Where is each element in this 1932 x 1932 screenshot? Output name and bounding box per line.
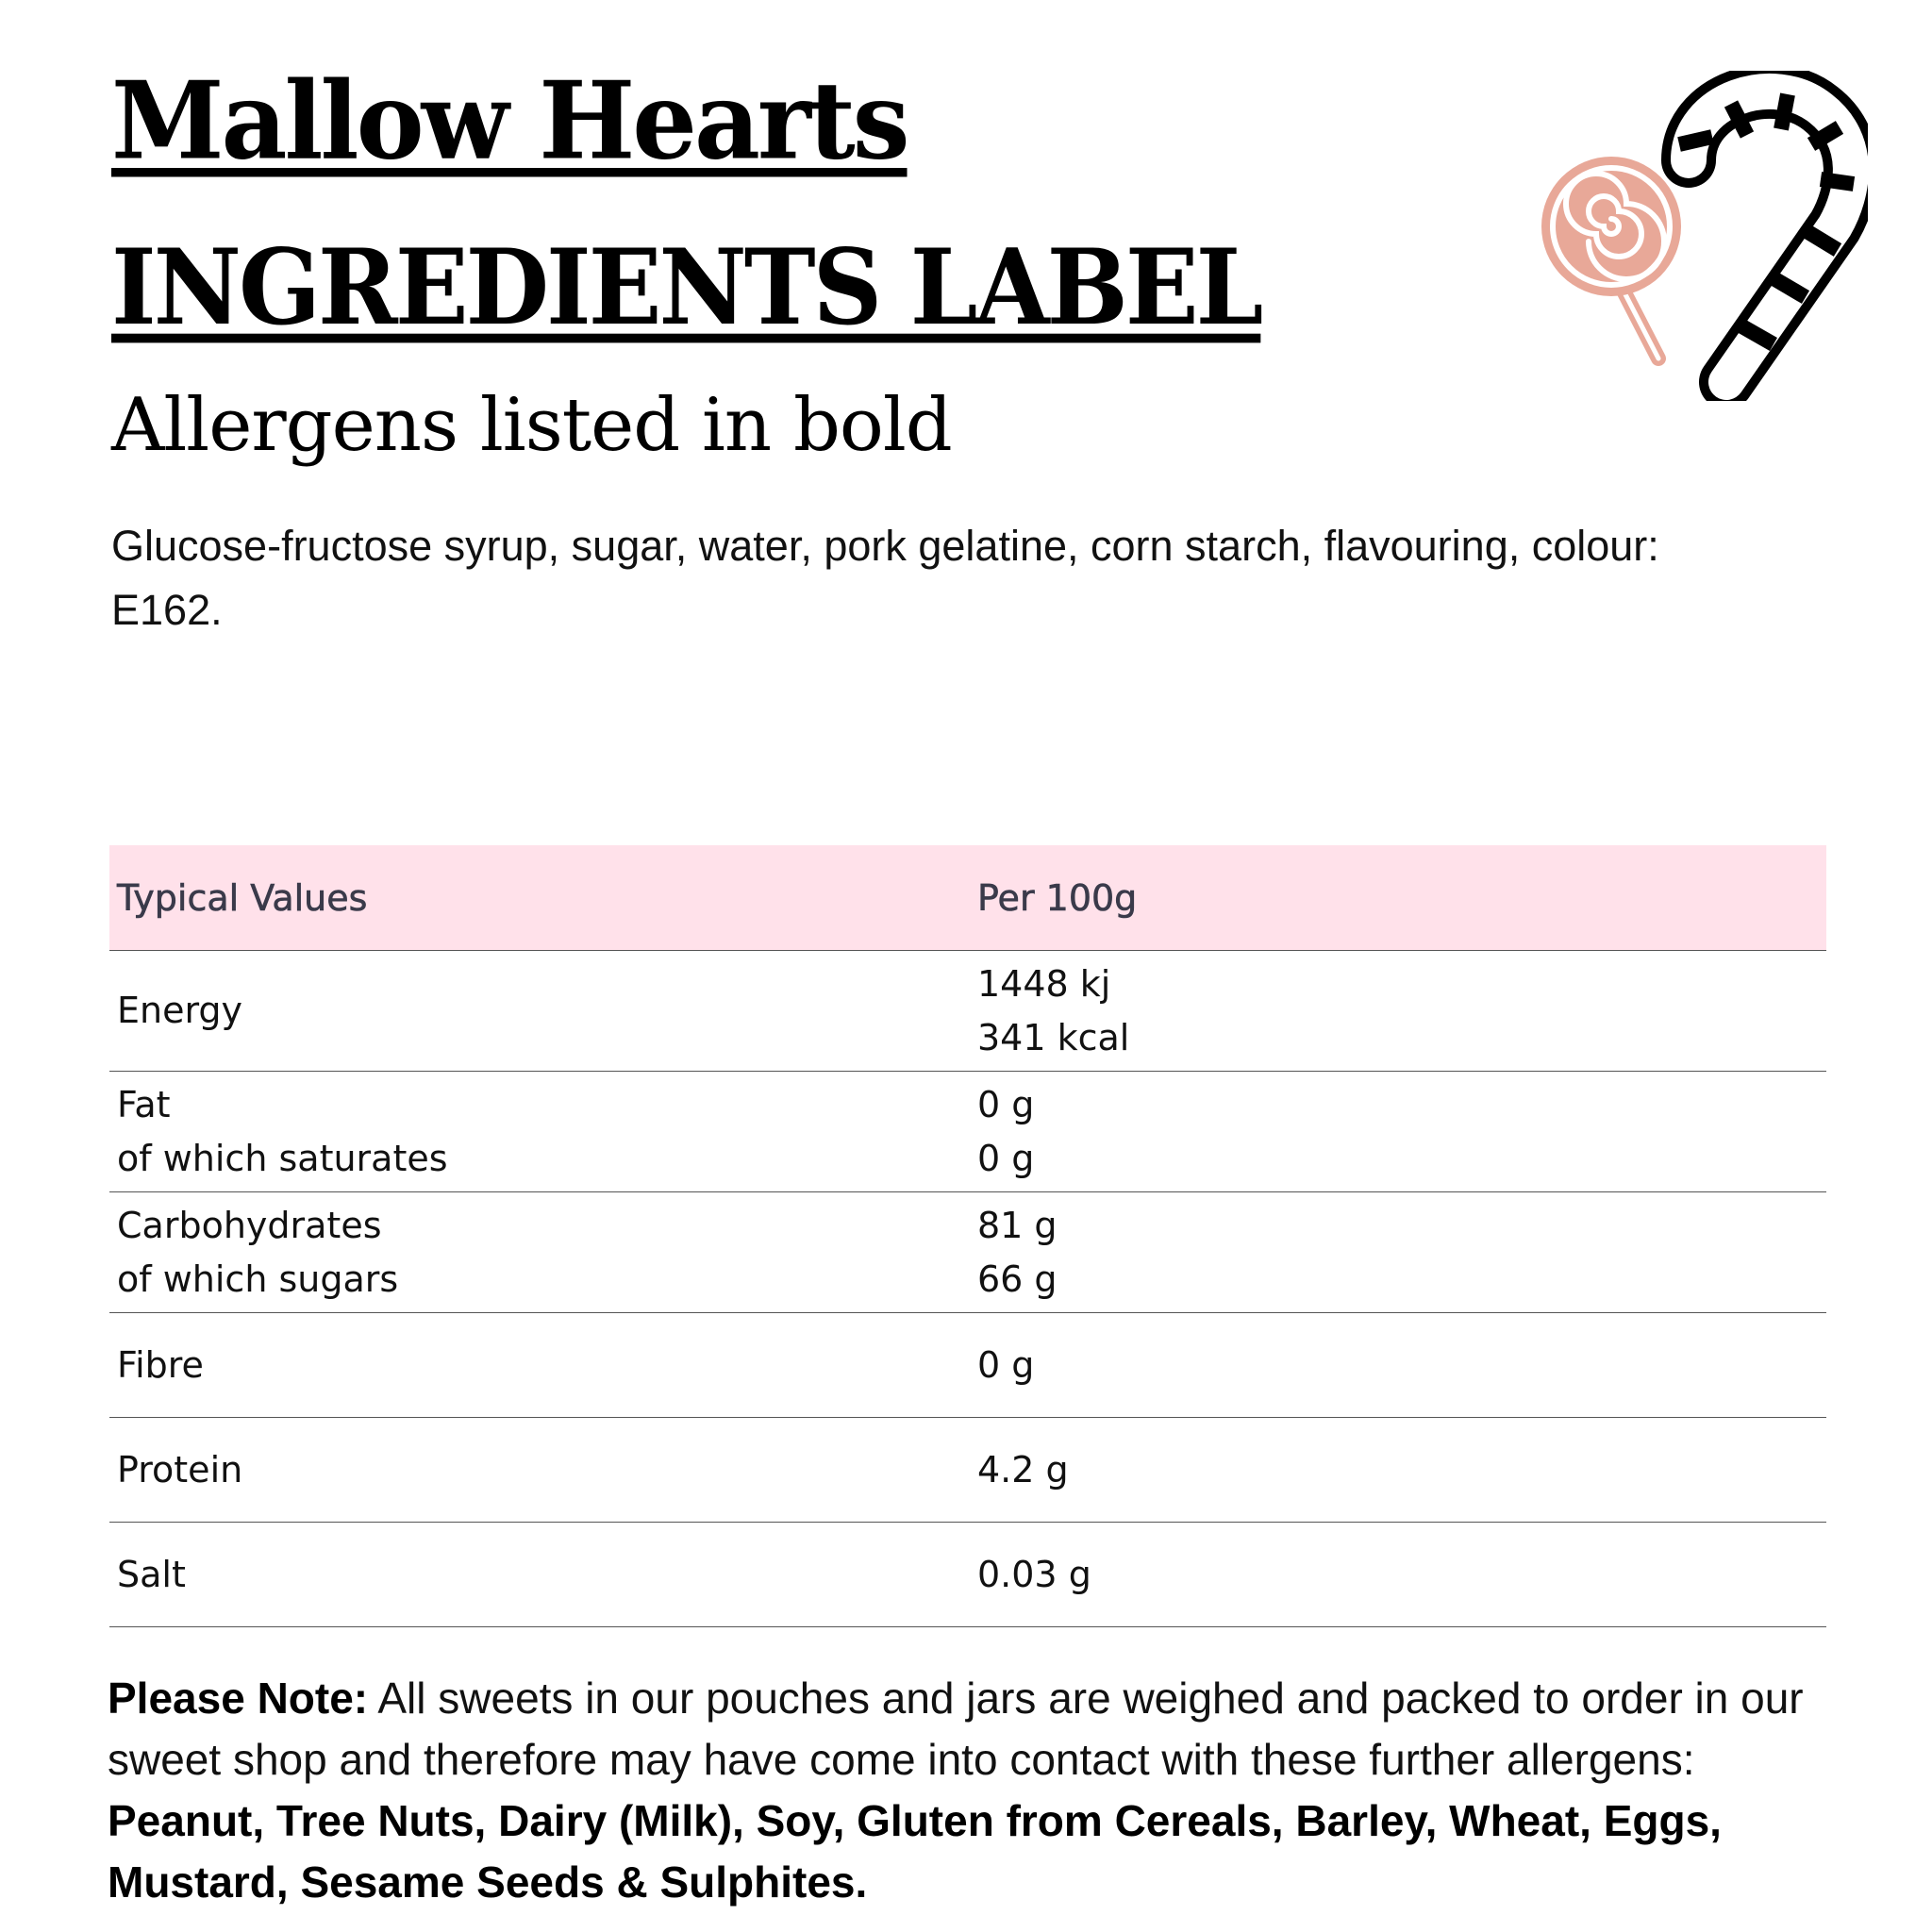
label-title: INGREDIENTS LABEL: [111, 226, 1261, 349]
protein-label: Protein: [109, 1418, 970, 1523]
salt-value: 0.03 g: [970, 1523, 1826, 1627]
note-allergens: Peanut, Tree Nuts, Dairy (Milk), Soy, Gluten from Cereals, Barley, Wheat, Eggs, Mustard, Sesame Seeds & Sulphites.: [108, 1796, 1722, 1907]
row-value: [970, 1072, 1826, 1192]
product-title: Mallow Hearts: [111, 58, 908, 184]
allergen-note: [108, 1668, 1834, 1913]
table-row-carbohydrates: [109, 1192, 1826, 1313]
table-header-row: [109, 845, 1826, 951]
fat-value: 0 g: [977, 1083, 1035, 1125]
fat-label: Fat: [117, 1083, 171, 1125]
candy-cane-icon: [1679, 92, 1854, 382]
header-typical-values: Typical Values: [109, 845, 970, 951]
fibre-label: Fibre: [109, 1313, 970, 1418]
protein-value: 4.2 g: [970, 1418, 1826, 1523]
header-per-100g: Per 100g: [970, 845, 1826, 951]
table-row-fibre: [109, 1313, 1826, 1418]
sugars-value: 66 g: [977, 1257, 1058, 1300]
note-lead: Please Note:: [108, 1674, 369, 1723]
table-row-fat: [109, 1072, 1826, 1192]
energy-kj-value: 1448 kj: [977, 962, 1111, 1005]
salt-label: Salt: [109, 1523, 970, 1627]
candy-icons: [1538, 71, 1868, 401]
saturates-value: 0 g: [977, 1137, 1035, 1179]
sugars-label: of which sugars: [117, 1257, 399, 1300]
table-row-protein: [109, 1418, 1826, 1523]
carbohydrates-label: Carbohydrates: [117, 1204, 382, 1246]
ingredients-text: Glucose-fructose syrup, sugar, water, pork gelatine, corn starch, flavouring, colour: E162.: [111, 522, 1659, 634]
allergens-subtitle: Allergens listed in bold: [111, 383, 952, 468]
saturates-label: of which saturates: [117, 1137, 448, 1179]
row-value: [970, 951, 1826, 1072]
carbohydrates-value: 81 g: [977, 1204, 1058, 1246]
energy-kcal-value: 341 kcal: [977, 1016, 1130, 1058]
table-row-energy: [109, 951, 1826, 1072]
note-body: All sweets in our pouches and jars are weighed and packed to order in our sweet shop and therefore may have come into contact with these further allergens:: [108, 1674, 1804, 1784]
row-label: [109, 1072, 970, 1192]
row-label: [109, 1192, 970, 1313]
row-value: [970, 1192, 1826, 1313]
nutrition-table: [109, 845, 1826, 1627]
energy-label: Energy: [117, 990, 243, 1031]
row-label: [109, 951, 970, 1072]
fibre-value: 0 g: [970, 1313, 1826, 1418]
table-row-salt: [109, 1523, 1826, 1627]
lollipop-icon: [1541, 157, 1681, 358]
